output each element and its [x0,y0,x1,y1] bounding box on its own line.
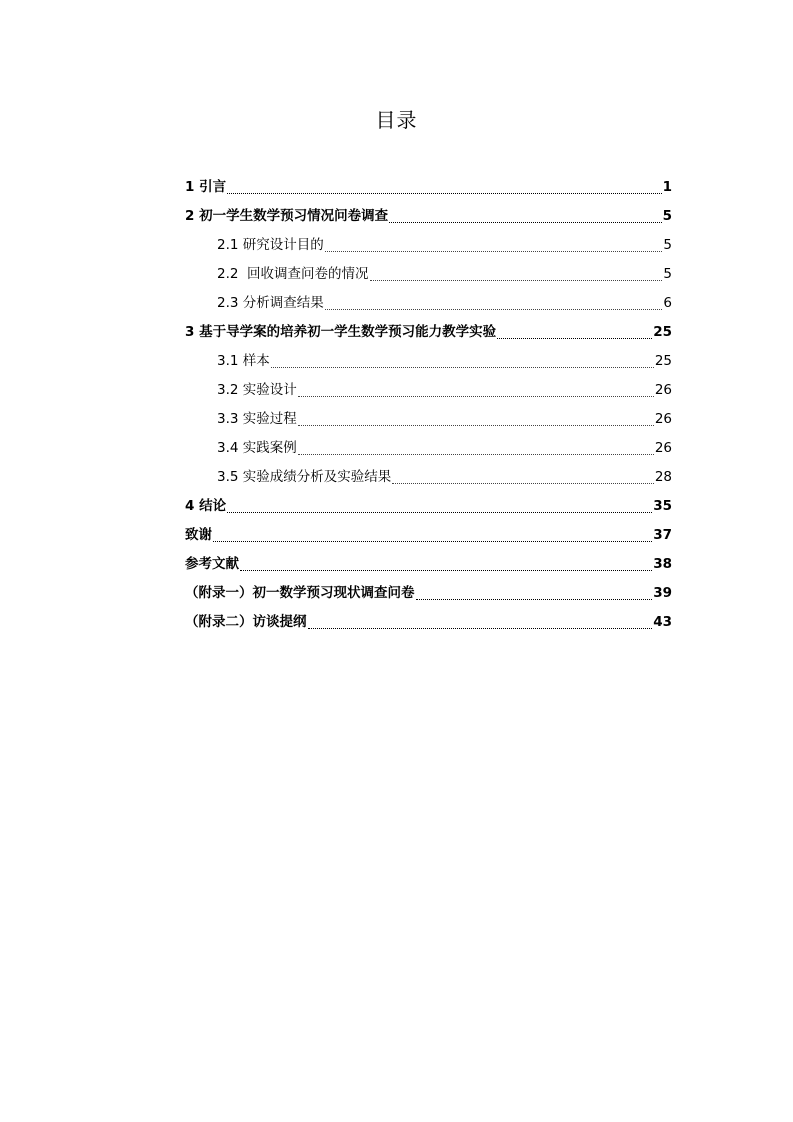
toc-dot-leader [308,618,653,632]
toc-entry-label: 2.1 研究设计目的 [217,237,324,253]
toc-entry[interactable] [185,313,672,342]
toc-entry-page: 28 [654,469,672,485]
toc-entry-page: 35 [653,498,672,514]
toc-entry-page: 37 [653,527,672,543]
toc-entry[interactable] [185,545,672,574]
toc-entry-page: 26 [654,411,672,427]
toc-dot-leader [240,560,652,574]
toc-dot-leader [271,357,654,371]
toc-entry-page: 25 [654,353,672,369]
toc-entry-page: 5 [662,208,672,224]
toc-entry[interactable] [185,487,672,516]
toc-entry-page: 1 [662,179,672,195]
toc-entry-label: 2.2 回收调查问卷的情况 [217,266,369,282]
toc-entry-label: 3 基于导学案的培养初一学生数学预习能力教学实验 [185,324,497,340]
toc-entry-label: 3.5 实验成绩分析及实验结果 [217,469,392,485]
toc-entry[interactable] [185,226,672,255]
toc-entry[interactable] [185,342,672,371]
toc-entry[interactable] [185,255,672,284]
table-of-contents [185,168,672,632]
toc-entry[interactable] [185,603,672,632]
toc-entry-page: 43 [653,614,672,630]
toc-entry[interactable] [185,574,672,603]
toc-dot-leader [325,241,663,255]
toc-dot-leader [213,531,652,545]
toc-dot-leader [370,270,663,284]
toc-entry-label: 3.1 样本 [217,353,270,369]
toc-entry[interactable] [185,429,672,458]
toc-entry-page: 26 [654,382,672,398]
toc-dot-leader [392,473,654,487]
toc-dot-leader [227,183,662,197]
toc-entry[interactable] [185,458,672,487]
toc-dot-leader [298,444,654,458]
toc-entry-label: 1 引言 [185,179,227,195]
toc-entry-label: 3.4 实践案例 [217,440,297,456]
toc-dot-leader [227,502,652,516]
toc-dot-leader [497,328,652,342]
toc-entry-label: 2 初一学生数学预习情况问卷调查 [185,208,389,224]
toc-entry-page: 39 [653,585,672,601]
toc-entry[interactable] [185,371,672,400]
toc-entry[interactable] [185,516,672,545]
toc-entry[interactable] [185,168,672,197]
toc-entry-label: （附录一）初一数学预习现状调查问卷 [185,585,415,601]
toc-entry-label: 2.3 分析调查结果 [217,295,324,311]
toc-dot-leader [416,589,653,603]
toc-entry[interactable] [185,284,672,313]
toc-entry-page: 38 [653,556,672,572]
toc-dot-leader [298,386,654,400]
toc-entry-page: 26 [654,440,672,456]
toc-dot-leader [298,415,654,429]
toc-entry-page: 5 [663,237,672,253]
toc-entry-label: 致谢 [185,527,212,543]
toc-entry[interactable] [185,197,672,226]
page-title: 目录 [375,108,418,132]
toc-entry-page: 25 [653,324,672,340]
toc-entry-label: 3.3 实验过程 [217,411,297,427]
toc-entry[interactable] [185,400,672,429]
toc-entry-label: （附录二）访谈提纲 [185,614,307,630]
toc-dot-leader [325,299,663,313]
toc-entry-page: 6 [663,295,672,311]
toc-entry-label: 4 结论 [185,498,227,514]
toc-dot-leader [389,212,662,226]
toc-entry-label: 3.2 实验设计 [217,382,297,398]
toc-entry-label: 参考文献 [185,556,239,572]
toc-entry-page: 5 [663,266,672,282]
